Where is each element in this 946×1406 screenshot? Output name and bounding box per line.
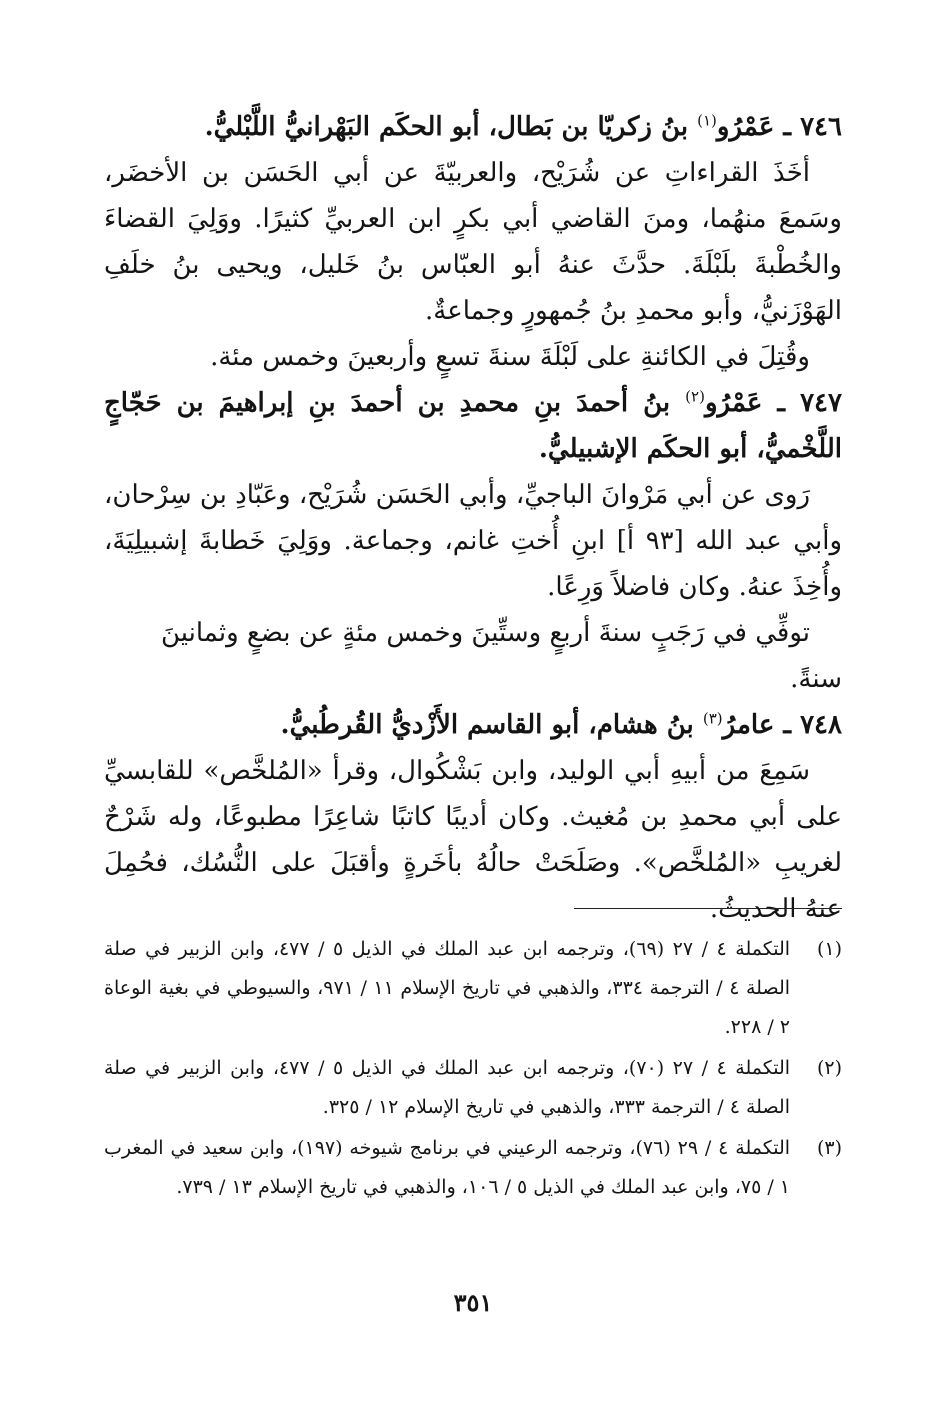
footnote-text: التكملة ٤ / ٢٩ (٧٦)، وترجمه الرعيني في برنامج شيوخه (١٩٧)، وابن سعيد في المغرب ١ / ٧٥، وابن عبد الملك في الذيل ٥ / ١٠٦، والذهبي في تاريخ الإسلام ١٣ / ٧٣٩. (104, 1137, 791, 1198)
entry-heading: ٧٤٧ ـ عَمْرُو$^{(٢)}$ بنُ أحمدَ بنِ محمدِ بن أحمدَ بنِ إبراهيمَ بن حَجّاجٍ اللَّخْميُّ، أبو الحكَم الإشبيليُّ. (104, 387, 842, 464)
footnote-text: التكملة ٤ / ٢٧ (٧٠)، وترجمه ابن عبد الملك في الذيل ٥ / ٤٧٧، وابن الزبير في صلة الصلة ٤ / الترجمة ٣٣٣، والذهبي في تاريخ الإسلام ١٢ / ٣٢٥. (104, 1057, 791, 1118)
entry-746 (104, 104, 842, 380)
entry-747 (104, 380, 842, 702)
entry-death: وقُتِلَ في الكائنةِ على لَبْلَةَ سنةَ تسعٍ وأربعينَ وخمس مئة. (210, 342, 810, 372)
entry-body: سَمِعَ من أبيهِ أبي الوليد، وابن بَشْكُوال، وقرأ «المُلخَّص» للقابسيِّ على أبي محمدِ بن مُغيث. وكان أديبًا كاتبًا شاعِرًا مطبوعًا، وله شَرْحٌ لغريبِ «المُلخَّص». وصَلَحَتْ حالُهُ بأخَرةٍ وأقبَلَ على النُّسُك، فحُمِلَ عنهُ الحديثُ. (104, 756, 842, 924)
footnote-1 (104, 930, 842, 1047)
footnote-2 (104, 1049, 842, 1127)
entry-heading-rest: بنُ هشام، أبو القاسم الأَزْديُّ القُرطُبيُّ. (280, 710, 694, 740)
footnote-divider (574, 908, 842, 909)
entry-heading-rest: بنُ أحمدَ بنِ محمدِ بن أحمدَ بنِ إبراهيمَ بن حَجّاجٍ اللَّخْميُّ، أبو الحكَم الإشبيليُّ. (104, 388, 842, 464)
footnotes (104, 930, 842, 1209)
footnote-marker: (٣) (816, 1137, 842, 1159)
entry-body: رَوى عن أبي مَرْوانَ الباجيِّ، وأبي الحَسَن شُرَيْح، وعَبّادِ بن سِرْحان، وأبي عبد الله [٩٣ أ] ابنِ أُختِ غانم، وجماعة. ووَلِيَ خَطابةَ إشبيلِيَةَ، وأُخِذَ عنهُ. وكان فاضلاً وَرِعًا. (104, 480, 842, 602)
entry-748 (104, 702, 842, 932)
footnote-marker: (١) (816, 938, 842, 960)
entry-number: ٧٤٧ (800, 388, 842, 418)
footnote-ref: (١) (697, 111, 717, 130)
entry-name: عَمْرُو (716, 112, 775, 142)
entry-body: أخَذَ القراءاتِ عن شُرَيْح، والعربيّةَ عن أبي الحَسَن بن الأخضَر، وسَمعَ منهُما، ومنَ القاضي أبي بكرٍ ابن العربيِّ كثيرًا. ووَلِيَ القضاءَ والخُطْبةَ بلَبْلَةَ. حدَّثَ عنهُ أبو العبّاس بنُ خَليل، ويحيى بنُ خلَفِ الهَوْزَنيُّ، وأبو محمدِ بنُ جُمهورٍ وجماعةٌ. (104, 158, 842, 326)
entry-number: ٧٤٨ (800, 710, 842, 740)
entry-death: توفِّي في رَجَبٍ سنةَ أربعٍ وستِّينَ وخمس مئةٍ عن بضعٍ وثمانينَ سنةً. (161, 618, 842, 694)
footnote-3 (104, 1129, 842, 1207)
footnote-text: التكملة ٤ / ٢٧ (٦٩)، وترجمه ابن عبد الملك في الذيل ٥ / ٤٧٧، وابن الزبير في صلة الصلة ٤ / الترجمة ٣٣٤، والذهبي في تاريخ الإسلام ١١ / ٩٧١، والسيوطي في بغية الوعاة ٢ / ٢٢٨. (104, 938, 791, 1038)
entry-name: عَمْرُو (704, 388, 763, 418)
entry-number: ٧٤٦ (800, 112, 842, 142)
page-number: ٣٥١ (453, 1288, 493, 1317)
footnote-ref: (٢) (685, 387, 705, 406)
entry-heading: ٧٤٨ ـ عامرُ$^{(٣)}$ بنُ هشام، أبو القاسم الأَزْديُّ القُرطُبيُّ. (280, 709, 842, 740)
footnote-marker: (٢) (816, 1057, 842, 1079)
entry-heading: ٧٤٦ ـ عَمْرُو$^{(١)}$ بنُ زكريّا بن بَطال، أبو الحكَم البَهْرانيُّ اللَّبْليُّ. (204, 111, 842, 142)
biography-entries (104, 104, 842, 932)
footnote-ref: (٣) (702, 709, 723, 728)
entry-name: عامرُ (722, 710, 775, 740)
entry-heading-rest: بنُ زكريّا بن بَطال، أبو الحكَم البَهْرانيُّ اللَّبْليُّ. (204, 112, 689, 142)
